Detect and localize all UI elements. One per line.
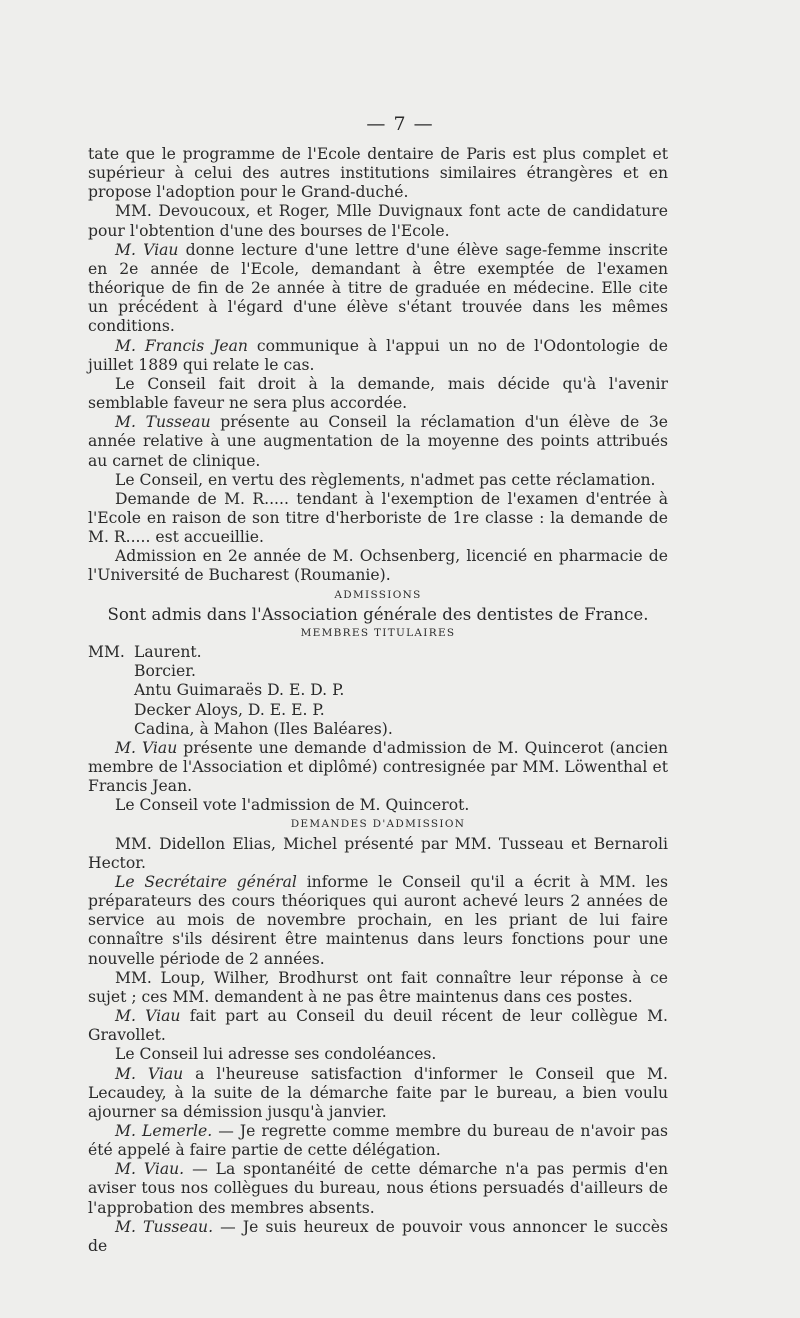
paragraph	[88, 337, 668, 375]
paragraph: MM. Loup, Wilher, Brodhurst ont fait connaître leur réponse à ce sujet ; ces MM. demandent à ne pas être maintenus dans ces postes.	[88, 968, 668, 1006]
speaker: M. Viau	[115, 240, 179, 259]
paragraph: Sont admis dans l'Association générale des dentistes de France.	[107, 604, 649, 624]
list-item: Cadina, à Mahon (Iles Baléares).	[134, 719, 393, 738]
paragraph-text: — Je regrette comme membre du bureau de n'avoir pas été appelé à faire partie de cette délégation.	[88, 1121, 668, 1160]
paragraph: Demande de M. R..... tendant à l'exemption de l'examen d'entrée à l'Ecole en raison de son titre d'herboriste de 1re classe : la demande de M. R..... est accueillie.	[88, 489, 668, 547]
members-list	[88, 643, 668, 739]
list-item: Borcier.	[134, 662, 196, 681]
list-item: Laurent.	[134, 643, 202, 662]
paragraph-text: communique à l'appui un no de l'Odontologie de juillet 1889 qui relate le cas.	[88, 336, 668, 374]
members-prefix: MM.	[88, 643, 125, 662]
paragraph: Le Conseil vote l'admission de M. Quincerot.	[115, 796, 470, 815]
paragraph: Admission en 2e année de M. Ochsenberg, licencié en pharmacie de l'Université de Bucharest (Roumanie).	[88, 547, 668, 585]
speaker: M. Francis Jean	[115, 336, 248, 355]
paragraph	[88, 1160, 668, 1217]
speaker: M. Viau	[115, 1007, 181, 1026]
paragraph: Le Conseil lui adresse ses condoléances.	[115, 1045, 437, 1064]
speaker: M. Viau	[115, 1064, 184, 1083]
paragraph	[88, 1218, 668, 1256]
paragraph-text: donne lecture d'une lettre d'une élève sage-femme inscrite en 2e année de l'Ecole, demandant à être exemptée de l'examen théorique de fin de 2e année à titre de graduée en médecine. Elle cite un précédent à l'égard d'une élève s'étant trouvée dans les mêmes conditions.	[88, 240, 668, 336]
speaker: M. Tusseau.	[115, 1217, 214, 1236]
speaker: Le Secrétaire général	[115, 872, 297, 891]
speaker: M. Lemerle.	[115, 1121, 213, 1140]
paragraph: Le Conseil, en vertu des règlements, n'admet pas cette réclamation.	[115, 470, 656, 489]
list-item: Antu Guimaraës D. E. D. P.	[134, 681, 345, 700]
paragraph: MM. Didellon Elias, Michel présenté par MM. Tusseau et Bernaroli Hector.	[88, 834, 668, 872]
paragraph	[88, 1122, 668, 1160]
paragraph-text: — Je suis heureux de pouvoir vous annoncer le succès de	[88, 1217, 668, 1255]
page-number: — 7 —	[366, 113, 434, 135]
list-item: Decker Aloys, D. E. E. P.	[134, 700, 325, 719]
paragraph: MM. Devoucoux, et Roger, Mlle Duvignaux font acte de candidature pour l'obtention d'une des bourses de l'Ecole.	[88, 202, 668, 240]
speaker: M. Viau.	[115, 1160, 185, 1179]
paragraph-text: informe le Conseil qu'il a écrit à MM. les préparateurs des cours théoriques qui auront achevé leurs 2 années de service au mois de novembre prochain, en les priant de lui faire connaître s'ils désirent être maintenus dans leurs fonctions pour une nouvelle période de 2 années.	[88, 872, 668, 968]
section-heading-demandes: DEMANDES D'ADMISSION	[290, 818, 466, 831]
paragraph: Le Conseil fait droit à la demande, mais décide qu'à l'avenir semblable faveur ne sera plus accordée.	[88, 374, 668, 413]
paragraph-text: — La spontanéité de cette démarche n'a pas permis d'en aviser tous nos collègues du bureau, nous étions persuadés d'ailleurs de l'approbation des membres absents.	[88, 1160, 669, 1217]
paragraph	[88, 873, 668, 969]
paragraph	[88, 1065, 668, 1122]
paragraph	[88, 241, 668, 337]
paragraph	[88, 413, 668, 470]
body-text	[88, 145, 668, 1256]
members-names	[126, 643, 393, 739]
paragraph: tate que le programme de l'Ecole dentaire de Paris est plus complet et supérieur à celui des autres institutions similaires étrangères et en propose l'adoption pour le Grand-duché.	[88, 145, 668, 202]
paragraph-text: a l'heureuse satisfaction d'informer le Conseil que M. Lecaudey, à la suite de la démarche faite par le bureau, a bien voulu ajourner sa démission jusqu'à janvier.	[88, 1064, 668, 1121]
section-heading-membres: MEMBRES TITULAIRES	[300, 626, 456, 639]
paragraph-text: présente au Conseil la réclamation d'un élève de 3e année relative à une augmentation de la moyenne des points attribués au carnet de clinique.	[88, 413, 668, 470]
paragraph	[88, 1007, 668, 1045]
speaker: M. Viau	[115, 738, 178, 757]
paragraph-text: fait part au Conseil du deuil récent de leur collègue M. Gravollet.	[88, 1007, 668, 1045]
paragraph	[88, 739, 668, 796]
paragraph-text: présente une demande d'admission de M. Quincerot (ancien membre de l'Association et diplômé) contresignée par MM. Löwenthal et Francis Jean.	[88, 738, 668, 796]
section-heading-admissions: ADMISSIONS	[334, 588, 422, 601]
speaker: M. Tusseau	[115, 413, 211, 432]
